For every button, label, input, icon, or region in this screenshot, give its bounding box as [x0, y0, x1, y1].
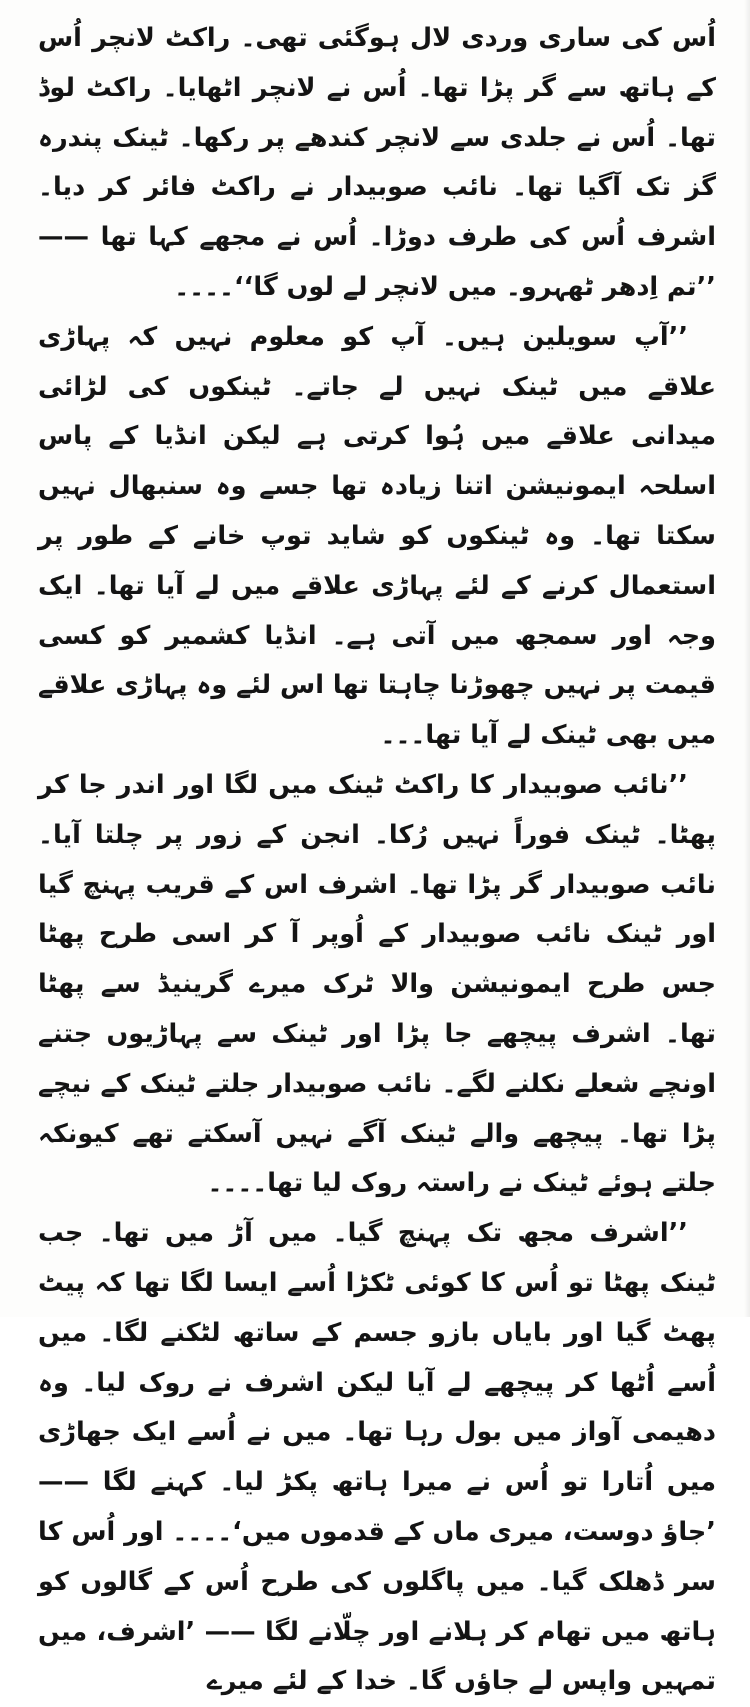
paragraph-3: ’’نائب صوبیدار کا راکٹ ٹینک میں لگا اور اندر جا کر پھٹا۔ ٹینک فوراً نہیں رُکا۔ انجن کے زور پر چلتا آیا۔ نائب صوبیدار گر پڑا تھا۔ اشرف اس کے قریب پہنچ گیا اور ٹینک نائب صوبیدار کے اُوپر آ کر اسی طرح پھٹا جس طرح ایمونیشن والا ٹرک میرے گرینیڈ سے پھٹا تھا۔ اشرف پیچھے جا پڑا اور ٹینک سے پہاڑیوں جتنے اونچے شعلے نکلنے لگے۔ نائب صوبیدار جلتے ٹینک کے نیچے پڑا تھا۔ پیچھے والے ٹینک آگے نہیں آسکتے تھے کیونکہ جلتے ہوئے ٹینک نے راستہ روک لیا تھا۔۔۔۔: [38, 769, 716, 1199]
paragraph-4: ’’اشرف مجھ تک پہنچ گیا۔ میں آڑ میں تھا۔ جب ٹینک پھٹا تو اُس کا کوئی ٹکڑا اُسے ایسا لگا تھا کہ پیٹ پھٹ گیا اور بایاں بازو جسم کے ساتھ لٹکنے لگا۔ میں اُسے اُٹھا کر پیچھے لے آیا لیکن اشرف نے روک لیا۔ وہ دھیمی آواز میں بول رہا تھا۔ میں نے اُسے ایک جھاڑی میں اُتارا تو اُس نے میرا ہاتھ پکڑ لیا۔ کہنے لگا —— ’جاؤ دوست، میری ماں کے قدموں میں‘۔۔۔۔ اور اُس کا سر ڈھلک گیا۔ میں پاگلوں کی طرح اُس کے گالوں کو ہاتھ میں تھام کر ہلانے اور چلّانے لگا —— ’اشرف، میں تمہیں واپس لے جاؤں گا۔ خدا کے لئے میرے: [38, 1218, 716, 1697]
urdu-text-body: [38, 14, 716, 1707]
scan-edge-shadow: [744, 0, 750, 1317]
paragraph-2: ’’آپ سویلین ہیں۔ آپ کو معلوم نہیں کہ پہاڑی علاقے میں ٹینک نہیں لے جاتے۔ ٹینکوں کی لڑائی میدانی علاقے میں ہُوا کرتی ہے لیکن انڈیا کے پاس اسلحہ ایمونیشن اتنا زیادہ تھا جسے وہ سنبھال نہیں سکتا تھا۔ وہ ٹینکوں کو شاید توپ خانے کے طور پر استعمال کرنے کے لئے پہاڑی علاقے میں لے آیا تھا۔ ایک وجہ اور سمجھ میں آتی ہے۔ انڈیا کشمیر کو کسی قیمت پر نہیں چھوڑنا چاہتا تھا اس لئے وہ پہاڑی علاقے میں بھی ٹینک لے آیا تھا۔۔۔: [38, 321, 716, 751]
paragraph-1: اُس کی ساری وردی لال ہوگئی تھی۔ راکٹ لانچر اُس کے ہاتھ سے گر پڑا تھا۔ اُس نے لانچر اٹھایا۔ راکٹ لوڈ تھا۔ اُس نے جلدی سے لانچر کندھے پر رکھا۔ ٹینک پندرہ گز تک آگیا تھا۔ نائب صوبیدار نے راکٹ فائر کر دیا۔ اشرف اُس کی طرف دوڑا۔ اُس نے مجھے کہا تھا —— ’’تم اِدھر ٹھہرو۔ میں لانچر لے لوں گا‘‘۔۔۔۔: [38, 23, 716, 302]
